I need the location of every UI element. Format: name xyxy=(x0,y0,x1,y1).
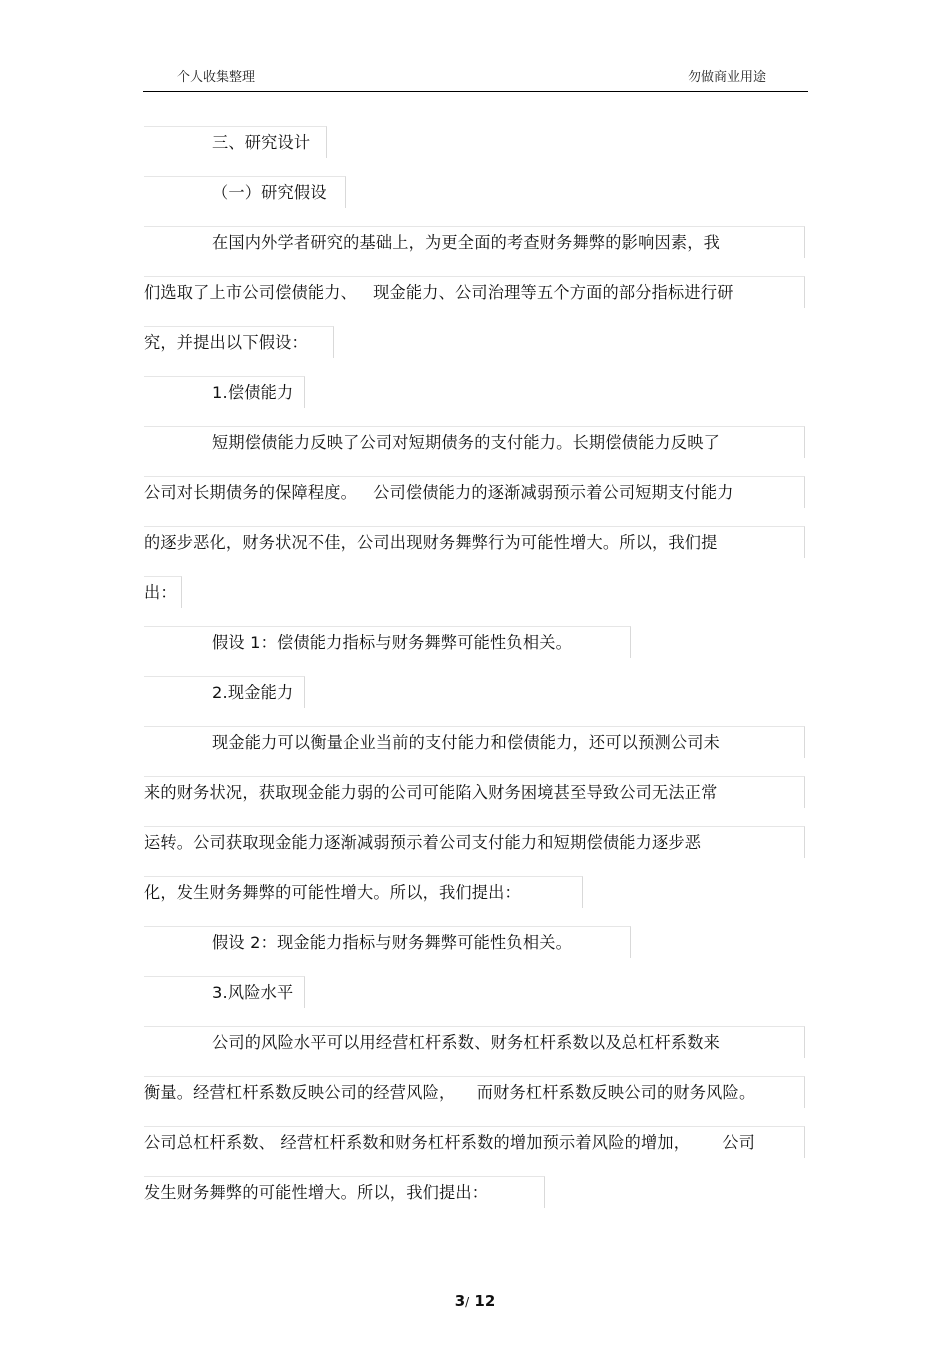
paragraph-line: 来的财务状况，获取现金能力弱的公司可能陷入财务困境甚至导致公司无法正常 xyxy=(144,776,805,808)
header-rule xyxy=(143,91,808,92)
paragraph-line: 在国内外学者研究的基础上，为更全面的考查财务舞弊的影响因素，我 xyxy=(144,226,805,258)
paragraph-line: 出： xyxy=(144,576,182,608)
header-right-text: 勿做商业用途 xyxy=(688,70,767,85)
hypothesis-line: 假设 1：偿债能力指标与财务舞弊可能性负相关。 xyxy=(144,626,631,658)
hypothesis-line: 假设 2：现金能力指标与财务舞弊可能性负相关。 xyxy=(144,926,631,958)
header-left-text: 个人收集整理 xyxy=(177,70,256,85)
page-number xyxy=(0,1292,950,1310)
subsection-heading: （一）研究假设 xyxy=(144,176,346,208)
paragraph-line: 的逐步恶化，财务状况不佳，公司出现财务舞弊行为可能性增大。所以，我们提 xyxy=(144,526,805,558)
paragraph-line: 发生财务舞弊的可能性增大。所以，我们提出： xyxy=(144,1176,545,1208)
item-heading: 2.现金能力 xyxy=(144,676,305,708)
paragraph-line: 现金能力可以衡量企业当前的支付能力和偿债能力，还可以预测公司未 xyxy=(144,726,805,758)
paragraph-line: 运转。公司获取现金能力逐渐减弱预示着公司支付能力和短期偿债能力逐步恶 xyxy=(144,826,805,858)
current-page: 3 xyxy=(454,1292,466,1310)
paragraph-line: 公司对长期债务的保障程度。 公司偿债能力的逐渐减弱预示着公司短期支付能力 xyxy=(144,476,805,508)
paragraph-line: 化，发生财务舞弊的可能性增大。所以，我们提出： xyxy=(144,876,583,908)
paragraph-line: 衡量。经营杠杆系数反映公司的经营风险， 而财务杠杆系数反映公司的财务风险。 xyxy=(144,1076,805,1108)
item-heading: 1.偿债能力 xyxy=(144,376,305,408)
paragraph-line: 们选取了上市公司偿债能力、 现金能力、公司治理等五个方面的部分指标进行研 xyxy=(144,276,805,308)
paragraph-line: 短期偿债能力反映了公司对短期债务的支付能力。长期偿债能力反映了 xyxy=(144,426,805,458)
paragraph-line: 公司的风险水平可以用经营杠杆系数、财务杠杆系数以及总杠杆系数来 xyxy=(144,1026,805,1058)
item-heading: 3.风险水平 xyxy=(144,976,305,1008)
page-separator: / xyxy=(465,1295,470,1309)
section-heading: 三、研究设计 xyxy=(144,126,327,158)
paragraph-line: 究，并提出以下假设： xyxy=(144,326,334,358)
total-pages: 12 xyxy=(474,1292,496,1310)
paragraph-line: 公司总杠杆系数、 经营杠杆系数和财务杠杆系数的增加预示着风险的增加， 公司 xyxy=(144,1126,805,1158)
